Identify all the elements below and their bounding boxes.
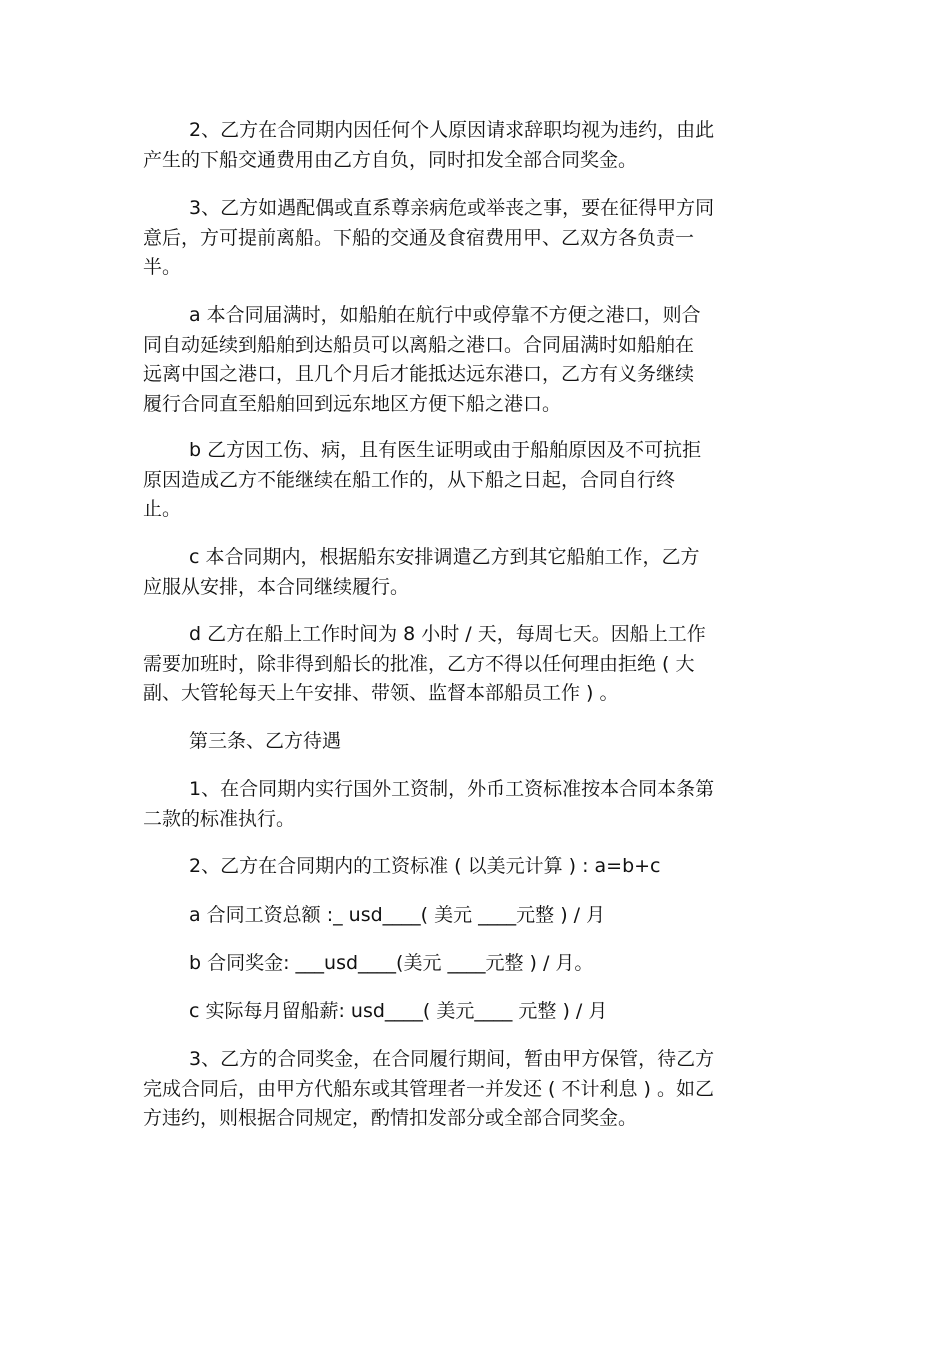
text-line: 履行合同直至船舶回到远东地区方便下船之港口。 [143,392,562,415]
text-line: 完成合同后，由甲方代船东或其管理者一并发还 ( 不计利息 ) 。如乙 [143,1077,714,1100]
paragraph-wage-system [143,775,803,834]
text-line: 需要加班时，除非得到船长的批准，乙方不得以任何理由拒绝 ( 大 [143,652,695,675]
text-line: 同自动延续到船舶到达船员可以离船之港口。合同届满时如船舶在 [143,333,695,356]
section-heading-article-3 [143,727,803,757]
paragraph-family-emergency [143,194,803,283]
paragraph-bonus-custody [143,1045,803,1134]
text-line: 远离中国之港口，且几个月后才能抵达远东港口，乙方有义务继续 [143,363,695,385]
text-line: 副、大管轮每天上午安排、带领、监督本部船员工作 ) 。 [143,682,619,704]
paragraph-resignation [143,116,803,175]
text-line: d 乙方在船上工作时间为 8 小时 / 天，每周七天。因船上工作 [189,623,706,645]
text-line: 方违约，则根据合同规定，酌情扣发部分或全部合同奖金。 [143,1107,638,1129]
text-line: 原因造成乙方不能继续在船工作的，从下船之日起，合同自行终 [143,468,676,491]
text-line: b 乙方因工伤、病，且有医生证明或由于船舶原因及不可抗拒 [189,439,702,461]
text-line: 半。 [143,256,182,278]
heading-line: 第三条、乙方待遇 [189,730,342,752]
paragraph-item-d [143,620,803,709]
paragraph-contract-bonus [143,949,803,979]
text-line: 2、乙方在合同期内的工资标准 ( 以美元计算 ) : a=b+c [189,855,661,877]
text-line: 止。 [143,498,182,520]
text-line: 应服从安排，本合同继续履行。 [143,575,410,598]
paragraph-total-wage [143,901,803,931]
text-line: 产生的下船交通费用由乙方自负，同时扣发全部合同奖金。 [143,148,638,171]
paragraph-monthly-pay [143,997,803,1027]
text-line: a 本合同届满时，如船舶在航行中或停靠不方便之港口，则合 [189,304,701,326]
text-line: 3、乙方如遇配偶或直系尊亲病危或举丧之事，要在征得甲方同 [189,197,715,219]
text-line: 二款的标准执行。 [143,807,296,830]
paragraph-item-b [143,436,803,525]
paragraph-wage-standard [143,852,803,882]
paragraph-item-a [143,301,803,419]
text-line: c 实际每月留船薪: usd____( 美元____ 元整 ) / 月 [189,1000,608,1022]
text-line: a 合同工资总额 :_ usd____( 美元 ____元整 ) / 月 [189,904,606,926]
text-line: 1、在合同期内实行国外工资制，外币工资标准按本合同本条第 [189,778,715,800]
text-line: 2、乙方在合同期内因任何个人原因请求辞职均视为违约，由此 [189,119,715,141]
text-line: b 合同奖金: ___usd____(美元 ____元整 ) / 月。 [189,952,594,974]
paragraph-item-c [143,543,803,602]
text-line: c 本合同期内，根据船东安排调遣乙方到其它船舶工作，乙方 [189,546,700,568]
text-line: 3、乙方的合同奖金，在合同履行期间，暂由甲方保管，待乙方 [189,1048,715,1070]
text-line: 意后，方可提前离船。下船的交通及食宿费用甲、乙双方各负责一 [143,226,695,249]
